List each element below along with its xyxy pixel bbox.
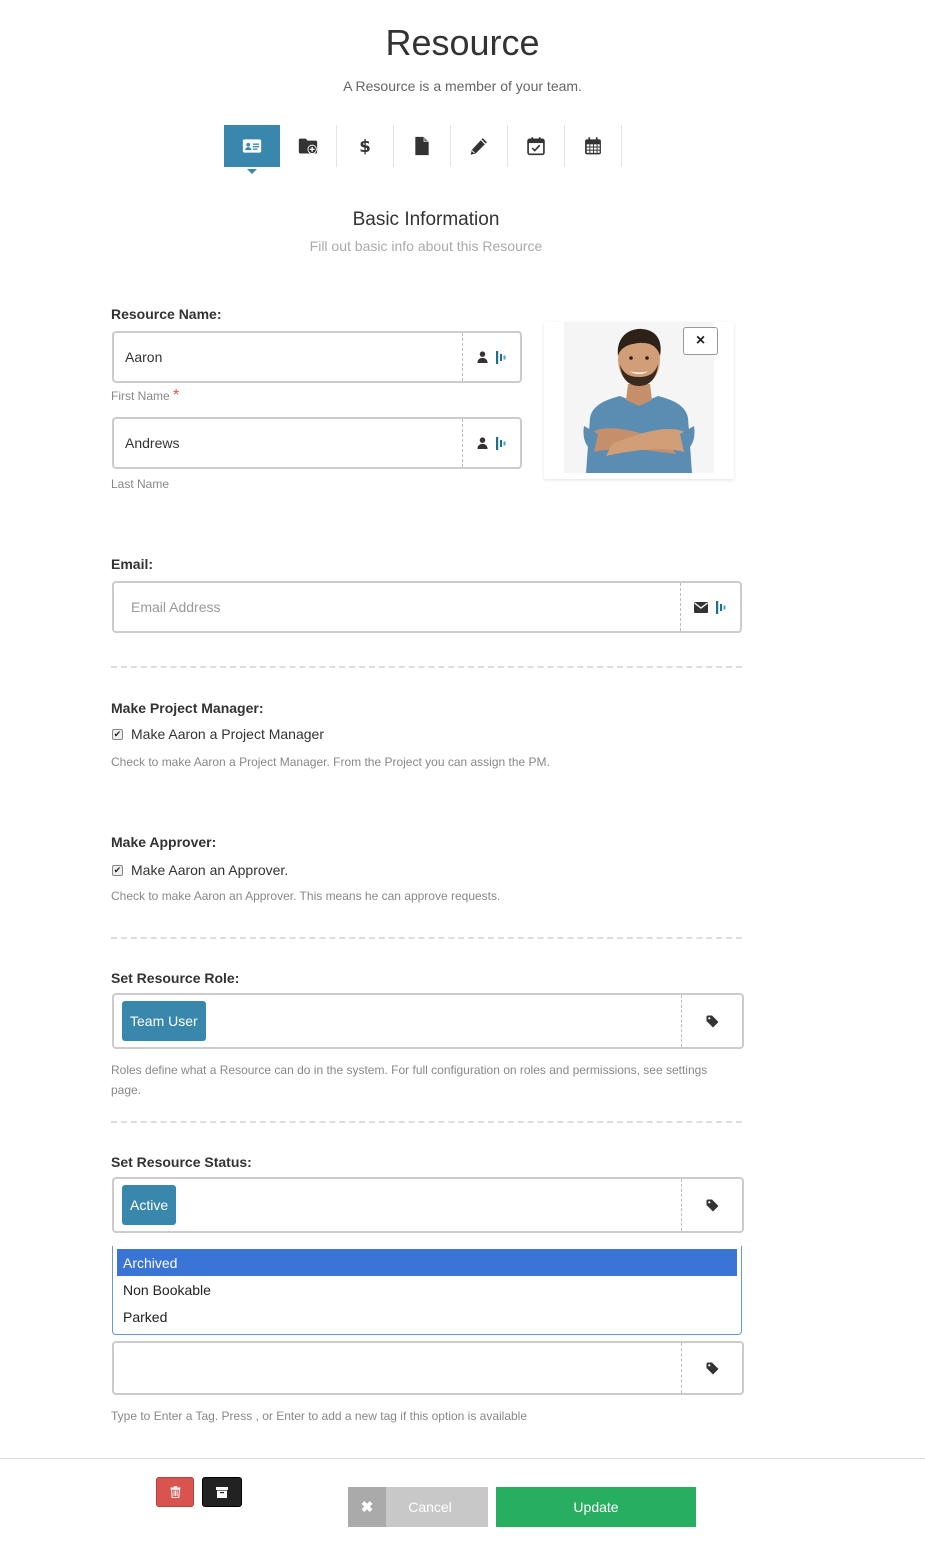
trash-icon (170, 1486, 181, 1498)
project-manager-help: Check to make Aaron a Project Manager. From the Project you can assign the PM. (111, 755, 550, 769)
project-manager-checkbox-label: Make Aaron a Project Manager (131, 726, 324, 742)
project-manager-checkbox-row[interactable] (112, 726, 324, 742)
tab-rates[interactable] (337, 125, 394, 167)
envelope-icon (694, 602, 708, 613)
tags-addon (681, 1343, 742, 1393)
update-button[interactable]: Update (496, 1487, 696, 1527)
status-chip[interactable]: Active (122, 1185, 176, 1225)
role-label: Set Resource Role: (111, 970, 240, 986)
user-icon (477, 351, 488, 363)
calendar-check-icon (526, 136, 546, 156)
brand-logo-icon (716, 600, 727, 615)
last-name-value: Andrews (125, 435, 180, 451)
first-name-field[interactable] (112, 331, 522, 383)
svg-text:$: $ (359, 136, 371, 156)
email-label: Email: (111, 556, 154, 572)
role-addon (681, 995, 742, 1047)
tags-help: Type to Enter a Tag. Press , or Enter to add a new tag if this option is available (111, 1409, 528, 1423)
first-name-value: Aaron (125, 349, 163, 365)
status-select[interactable] (112, 1177, 744, 1233)
last-name-addon (462, 419, 520, 467)
role-select[interactable] (112, 993, 744, 1049)
id-card-icon (242, 136, 262, 156)
email-placeholder: Email Address (131, 599, 221, 615)
tab-availability[interactable] (508, 125, 565, 167)
dropdown-option[interactable]: Parked (123, 1308, 168, 1325)
section-title: Basic Information (352, 209, 500, 230)
delete-button[interactable] (156, 1477, 194, 1507)
tab-schedule[interactable] (565, 125, 622, 167)
approver-checkbox-label: Make Aaron an Approver. (131, 862, 289, 878)
approver-help: Check to make Aaron an Approver. This means he can approve requests. (111, 889, 501, 903)
dropdown-option[interactable]: Archived (117, 1249, 737, 1276)
status-dropdown (112, 1246, 742, 1335)
required-asterisk: * (173, 387, 180, 404)
dropdown-option[interactable]: Non Bookable (123, 1281, 211, 1298)
tag-icon (706, 1362, 719, 1375)
section-subtitle: Fill out basic info about this Resource (309, 238, 543, 254)
calendar-icon (583, 136, 603, 156)
approver-label: Make Approver: (111, 834, 217, 850)
pencil-icon (469, 136, 489, 156)
tab-basic-info[interactable] (224, 125, 280, 167)
status-label: Set Resource Status: (111, 1154, 252, 1170)
tag-icon (706, 1015, 719, 1028)
dollar-icon (355, 136, 375, 156)
resource-name-label: Resource Name: (111, 306, 222, 322)
last-name-field[interactable] (112, 417, 522, 469)
profile-photo-card (544, 322, 734, 479)
page-subtitle: A Resource is a member of your team. (343, 78, 582, 94)
cancel-button[interactable] (348, 1487, 488, 1527)
close-icon: ✖ (348, 1487, 386, 1527)
footer-divider (0, 1458, 925, 1459)
user-icon (477, 437, 488, 449)
archive-icon (216, 1487, 228, 1498)
step-tabs (224, 125, 622, 173)
first-name-caption: First Name * (111, 387, 180, 404)
section-divider (111, 1121, 742, 1123)
section-divider (111, 937, 742, 939)
project-manager-label: Make Project Manager: (111, 700, 264, 716)
section-divider (111, 666, 742, 668)
role-help: Roles define what a Resource can do in the system. For full configuration on roles and permissions, see settings page. (111, 1063, 708, 1097)
remove-photo-button[interactable]: × (683, 327, 718, 355)
folder-plus-icon (298, 136, 318, 156)
archive-button[interactable] (202, 1477, 242, 1507)
brand-logo-icon (496, 350, 507, 365)
approver-checkbox[interactable]: ✔ (113, 864, 122, 875)
project-manager-checkbox[interactable]: ✔ (113, 728, 122, 739)
status-addon (681, 1179, 742, 1231)
brand-logo-icon (496, 436, 507, 451)
tag-icon (706, 1199, 719, 1212)
role-chip[interactable]: Team User (122, 1001, 206, 1041)
first-name-addon (462, 333, 520, 381)
email-field[interactable] (112, 581, 742, 633)
page-title: Resource (385, 22, 540, 63)
cancel-button-label: Cancel (408, 1499, 452, 1515)
approver-checkbox-row[interactable] (112, 862, 288, 878)
file-icon (412, 136, 432, 156)
email-addon (680, 583, 740, 631)
tab-projects[interactable] (280, 125, 337, 167)
tab-documents[interactable] (394, 125, 451, 167)
last-name-caption: Last Name (111, 477, 170, 491)
tags-input[interactable] (112, 1341, 744, 1395)
tab-notes[interactable] (451, 125, 508, 167)
